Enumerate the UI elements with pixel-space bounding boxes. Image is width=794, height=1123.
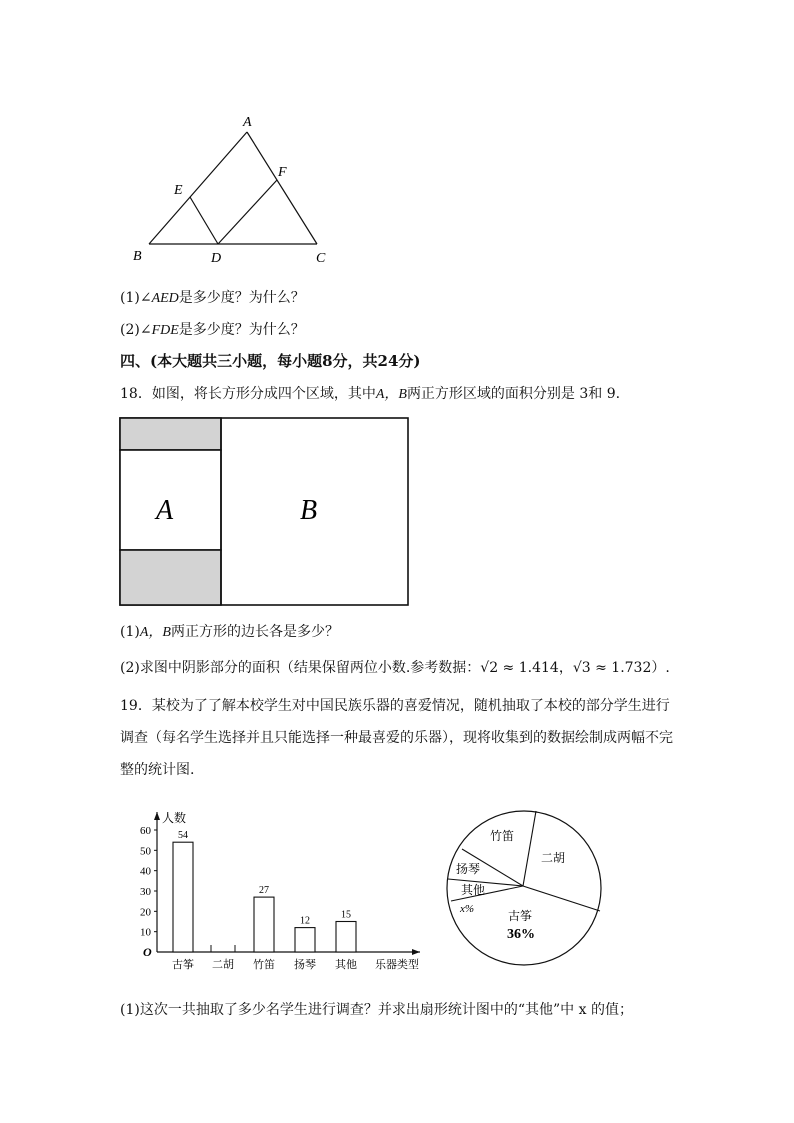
q19-part1: (1)这次一共抽取了多少名学生进行调查？并求出扇形统计图中的“其他”中 x 的值； xyxy=(120,1002,633,1018)
bar xyxy=(173,842,193,952)
side-ab xyxy=(149,132,247,244)
rectangle-figure xyxy=(118,416,412,608)
y-axis-label: 人数 xyxy=(162,811,187,825)
bar-value-label: 12 xyxy=(300,915,310,927)
bar-value-label: 54 xyxy=(178,830,188,842)
bar-value-label: 15 xyxy=(341,909,351,921)
pie-chart xyxy=(440,800,610,975)
x-axis-label: 乐器类型 xyxy=(375,959,419,971)
side-ac xyxy=(247,132,317,244)
section-4-title: 四、(本大题共三小题，每小题8分，共24分) xyxy=(120,352,421,370)
square-a-label: A xyxy=(156,495,174,526)
x-tick-label: 扬琴 xyxy=(294,959,316,971)
q18-stem: 18．如图，将长方形分成四个区域，其中A，B两正方形区域的面积分别是 3和 9. xyxy=(120,386,621,402)
x-tick-label: 其他 xyxy=(335,959,357,971)
label-a: A xyxy=(243,115,252,130)
shaded-region-bottom xyxy=(120,550,221,605)
bar xyxy=(295,928,315,952)
y-tick-label: 20 xyxy=(140,906,151,919)
origin-label: O xyxy=(143,945,152,959)
label-d: D xyxy=(211,251,222,266)
label-c: C xyxy=(316,251,326,266)
pie-slice-label: 扬琴 xyxy=(455,862,481,876)
reference-sqrt3: √3 ≈ 1.732 xyxy=(572,660,652,676)
pie-slice-label: 古筝 xyxy=(507,909,533,923)
q18-part1: (1)A，B两正方形的边长各是多少？ xyxy=(120,624,339,640)
label-b: B xyxy=(133,249,142,264)
x-tick-label: 竹笛 xyxy=(253,959,275,971)
q18-part2: (2)求图中阴影部分的面积（结果保留两位小数.参考数据：√2 ≈ 1.414，√3 ≈ 1.732）. xyxy=(120,660,670,676)
pie-slice-label: 其他 xyxy=(460,883,486,897)
pie-slice-value-label: 36% xyxy=(507,927,535,942)
x-axis-arrow xyxy=(412,949,420,955)
y-tick-label: 50 xyxy=(140,845,151,858)
x-tick-label: 二胡 xyxy=(212,959,234,971)
y-tick-label: 30 xyxy=(140,886,151,898)
pie-slice-value-label: x% xyxy=(459,903,475,915)
bar-value-label: 27 xyxy=(259,885,269,897)
q17-part1: (1)∠AED是多少度？为什么？ xyxy=(120,290,305,306)
label-e: E xyxy=(174,183,183,198)
x-tick-label: 古筝 xyxy=(172,959,194,971)
pie-slice-label: 二胡 xyxy=(540,851,566,865)
pie-slice-label: 竹笛 xyxy=(489,829,515,843)
y-tick-label: 60 xyxy=(140,825,151,837)
bar xyxy=(254,897,274,952)
square-b-label: B xyxy=(300,495,318,526)
y-axis-arrow xyxy=(154,812,160,820)
q19-stem: 19．某校为了了解本校学生对中国民族乐器的喜爱情况，随机抽取了本校的部分学生进行调查（每名学生选择并且只能选择一种最喜爱的乐器），现将收集到的数据绘制成两幅不完整的统计图. xyxy=(120,698,673,778)
label-f: F xyxy=(278,165,287,180)
shaded-region-top xyxy=(120,418,221,450)
segment-ed xyxy=(190,197,218,244)
q17-part2: (2)∠FDE是多少度？为什么？ xyxy=(120,322,305,338)
bar xyxy=(336,922,356,953)
bar-chart xyxy=(120,800,430,975)
reference-sqrt2: √2 ≈ 1.414 xyxy=(480,660,559,676)
y-tick-label: 40 xyxy=(140,865,151,878)
y-tick-label: 10 xyxy=(140,926,151,939)
triangle-figure xyxy=(125,110,345,270)
segment-df xyxy=(218,180,277,244)
